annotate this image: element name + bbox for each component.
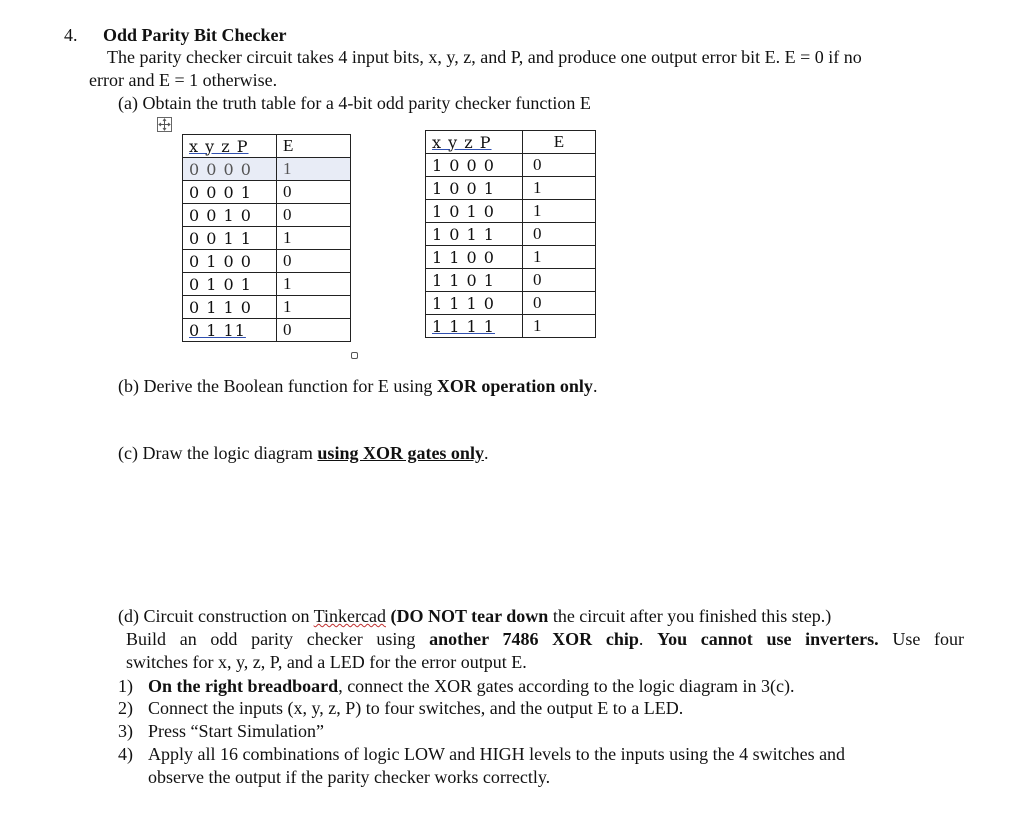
row-inputs[interactable]: 0 1 11 xyxy=(183,319,277,342)
row-inputs[interactable]: 0 0 1 1 xyxy=(183,227,277,250)
part-a-prompt: (a) Obtain the truth table for a 4-bit odd parity checker function E xyxy=(118,93,591,113)
row-inputs[interactable]: 0 0 0 1 xyxy=(183,181,277,204)
table-row[interactable] xyxy=(426,246,596,269)
header-xyzp: x y z P xyxy=(426,131,523,154)
step-2: Connect the inputs (x, y, z, P) to four switches, and the output E to a LED. xyxy=(148,698,684,718)
table-row[interactable] xyxy=(426,223,596,246)
table-row[interactable] xyxy=(426,292,596,315)
part-d-warning: (DO NOT tear down xyxy=(390,606,549,626)
tinkercad-word: Tinkercad xyxy=(313,606,386,626)
step-4-number: 4) xyxy=(118,744,133,764)
row-inputs[interactable]: 1 1 1 1 xyxy=(426,315,523,338)
row-inputs[interactable]: 0 1 1 0 xyxy=(183,296,277,319)
row-output-e[interactable]: 1 xyxy=(523,177,596,200)
part-b-suffix: . xyxy=(592,376,598,396)
row-output-e[interactable]: 0 xyxy=(277,204,351,227)
part-d-line-3: switches for x, y, z, P, and a LED for the error output E. xyxy=(126,652,527,672)
row-output-e[interactable]: 1 xyxy=(523,315,596,338)
row-output-e[interactable]: 0 xyxy=(277,319,351,342)
step-3: Press “Start Simulation” xyxy=(148,721,324,741)
question-title: Odd Parity Bit Checker xyxy=(103,25,287,45)
row-output-e[interactable]: 1 xyxy=(277,273,351,296)
part-d-suffix: the circuit after you finished this step.) xyxy=(548,606,832,626)
part-d-text: (d) Circuit construction on xyxy=(118,606,314,626)
step-3-number: 3) xyxy=(118,721,133,741)
header-xyzp: x y z P xyxy=(183,135,277,158)
table-move-handle-icon[interactable] xyxy=(157,117,172,132)
table-row[interactable] xyxy=(426,177,596,200)
truth-table-left[interactable] xyxy=(182,134,351,342)
table-row[interactable] xyxy=(183,204,351,227)
table-resize-handle-icon[interactable] xyxy=(351,352,358,359)
part-c-text: (c) Draw the logic diagram xyxy=(118,443,318,463)
step-4: Apply all 16 combinations of logic LOW and HIGH levels to the inputs using the 4 switches and xyxy=(148,744,846,764)
part-d-line-2 xyxy=(126,628,964,650)
part-c-prompt xyxy=(118,442,488,464)
row-output-e[interactable]: 0 xyxy=(523,223,596,246)
part-c-emphasis: using XOR gates only xyxy=(317,443,484,463)
table-row[interactable] xyxy=(183,227,351,250)
step-4-continued: observe the output if the parity checker works correctly. xyxy=(148,767,551,787)
table-header-row xyxy=(183,135,351,158)
row-inputs[interactable]: 1 1 0 0 xyxy=(426,246,523,269)
part-b-text: (b) Derive the Boolean function for E using xyxy=(118,376,437,396)
row-inputs[interactable]: 1 0 1 1 xyxy=(426,223,523,246)
part-d-no-inverters: You cannot use inverters. xyxy=(657,629,879,649)
table-row[interactable] xyxy=(426,200,596,223)
row-output-e[interactable]: 0 xyxy=(523,154,596,177)
step-2-number: 2) xyxy=(118,698,133,718)
row-inputs[interactable]: 1 1 1 0 xyxy=(426,292,523,315)
table-row[interactable] xyxy=(426,154,596,177)
step-1-text: , connect the XOR gates according to the logic diagram in 3(c). xyxy=(338,676,795,696)
table-row[interactable] xyxy=(183,181,351,204)
row-inputs[interactable]: 0 0 0 0 xyxy=(183,158,277,181)
part-d-line2-e: Use four xyxy=(878,629,965,649)
part-d-line2-c: . xyxy=(638,629,658,649)
row-inputs[interactable]: 1 1 0 1 xyxy=(426,269,523,292)
intro-line-1: The parity checker circuit takes 4 input bits, x, y, z, and P, and produce one output error bit E. E = 0 if no xyxy=(107,47,862,67)
row-inputs[interactable]: 1 0 0 1 xyxy=(426,177,523,200)
part-d-chip: another 7486 XOR chip xyxy=(429,629,639,649)
step-1-number: 1) xyxy=(118,676,133,696)
row-output-e[interactable]: 0 xyxy=(523,269,596,292)
row-output-e[interactable]: 0 xyxy=(277,250,351,273)
row-inputs[interactable]: 1 0 1 0 xyxy=(426,200,523,223)
step-1 xyxy=(148,675,795,697)
table-row[interactable] xyxy=(183,319,351,342)
step-1-emphasis: On the right breadboard xyxy=(148,676,339,696)
header-e: E xyxy=(277,135,351,158)
table-row[interactable] xyxy=(183,273,351,296)
row-inputs[interactable]: 1 0 0 0 xyxy=(426,154,523,177)
table-row[interactable] xyxy=(183,296,351,319)
row-output-e[interactable]: 1 xyxy=(277,158,351,181)
table-header-row xyxy=(426,131,596,154)
table-row[interactable] xyxy=(183,250,351,273)
part-b-emphasis: XOR operation only xyxy=(436,376,593,396)
row-output-e[interactable]: 0 xyxy=(277,181,351,204)
part-b-prompt xyxy=(118,375,597,397)
question-number: 4. xyxy=(64,25,78,45)
row-inputs[interactable]: 0 1 0 1 xyxy=(183,273,277,296)
row-output-e[interactable]: 1 xyxy=(523,246,596,269)
header-e: E xyxy=(523,131,596,154)
part-d-line2-a: Build an odd parity checker using xyxy=(126,629,430,649)
table-row[interactable] xyxy=(183,158,351,181)
intro-line-2: error and E = 1 otherwise. xyxy=(89,70,278,90)
part-d-prompt xyxy=(118,605,831,627)
table-row[interactable] xyxy=(426,315,596,338)
table-row[interactable] xyxy=(426,269,596,292)
row-output-e[interactable]: 1 xyxy=(523,200,596,223)
part-c-suffix: . xyxy=(483,443,489,463)
truth-table-right[interactable] xyxy=(425,130,596,338)
row-inputs[interactable]: 0 1 0 0 xyxy=(183,250,277,273)
row-inputs[interactable]: 0 0 1 0 xyxy=(183,204,277,227)
row-output-e[interactable]: 0 xyxy=(523,292,596,315)
row-output-e[interactable]: 1 xyxy=(277,296,351,319)
row-output-e[interactable]: 1 xyxy=(277,227,351,250)
